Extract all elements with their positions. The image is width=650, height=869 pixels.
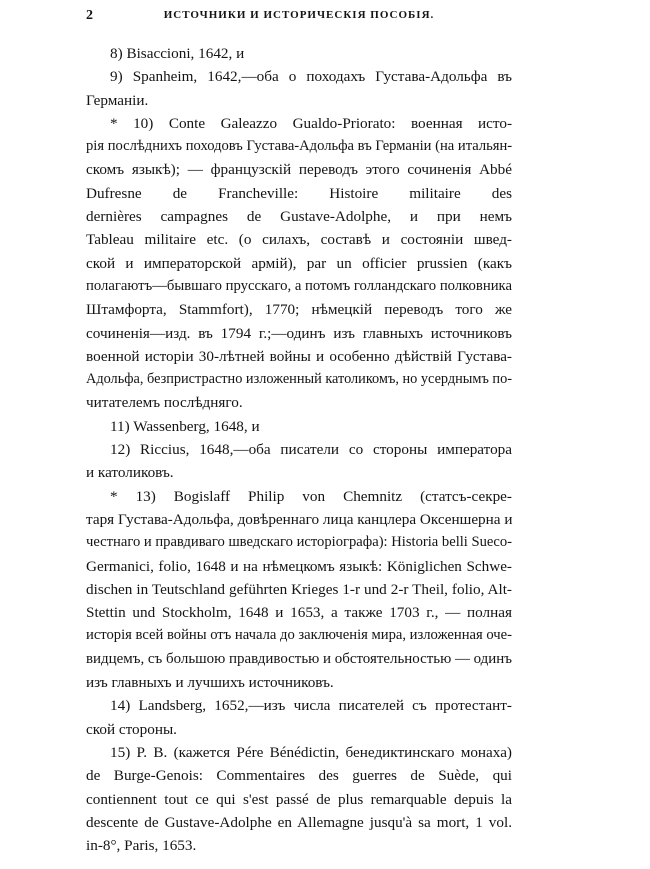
text-line: 12) Riccius, 1648,—оба писатели со стороны императора [110, 441, 512, 459]
text-line: видцемъ, съ большою правдивостью и обстоятельностью — одинъ [86, 650, 512, 667]
text-line: * 13) Bogislaff Philip von Chemnitz (статсъ-секре- [110, 487, 512, 505]
text-line: читателемъ послѣдняго. [86, 394, 243, 412]
page-number: 2 [86, 8, 93, 23]
text-line: dischen in Teutschland geführten Krieges 1-r und 2-r Theil, folio, Alt- [86, 580, 512, 598]
text-line: ской и императорской армій), par un officier prussien (какъ [86, 254, 512, 272]
text-line: военной исторіи 30-лѣтней войны и особенно дѣйствій Густава- [86, 347, 512, 365]
text-line: исторія всей войны отъ начала до заключенія мира, изложенная оче- [86, 627, 512, 644]
text-line: dernières campagnes de Gustave-Adolphe, и при немъ [86, 208, 512, 226]
text-line: in-8°, Paris, 1653. [86, 837, 197, 855]
text-line: descente de Gustave-Adolphe en Allemagne jusqu'à sa mort, 1 vol. [86, 813, 512, 831]
text-line: ской стороны. [86, 720, 177, 738]
text-line: таря Густава-Адольфа, довѣреннаго лица канцлера Оксеншерна и [86, 510, 513, 528]
text-line: Штамфорта, Stammfort), 1770; нѣмецкій переводъ того же [86, 301, 512, 319]
text-line: полагаютъ—бывшаго прусскаго, а потомъ голландскаго полковника [86, 277, 512, 294]
text-line: * 10) Conte Galeazzo Gualdo-Priorato: военная исто- [110, 114, 512, 132]
text-line: рія послѣднихъ походовъ Густава-Адольфа въ Германіи (на итальян- [86, 138, 513, 155]
running-title: ИСТОЧНИКИ И ИСТОРИЧЕСКІЯ ПОСОБІЯ. [163, 9, 435, 21]
text-line: de Burge-Genois: Commentaires des guerres de Suède, qui [86, 767, 512, 785]
text-line: изъ главныхъ и лучшихъ источниковъ. [86, 674, 334, 692]
text-line: сочиненія—изд. въ 1794 г.;—одинъ изъ главныхъ источниковъ [86, 324, 512, 342]
text-line: и католиковъ. [86, 464, 174, 482]
text-line: Stettin und Stockholm, 1648 и 1653, а также 1703 г., — полная [86, 604, 512, 622]
text-line: contiennent tout ce qui s'est passé de plus remarquable depuis la [86, 790, 512, 808]
text-line: Germanici, folio, 1648 и на нѣмецкомъ языкѣ: Königlichen Schwe- [86, 557, 512, 575]
text-line: 9) Spanheim, 1642,—оба о походахъ Густава-Адольфа въ [110, 68, 512, 86]
text-line: Германіи. [86, 91, 149, 109]
text-line: 15) P. B. (кажется Pére Bénédictin, бенедиктинскаго монаха) [110, 743, 512, 761]
page-body [86, 42, 512, 857]
text-line: 11) Wassenberg, 1648, и [110, 417, 260, 435]
page-header [86, 8, 512, 30]
text-line: Адольфа, безпристрастно изложенный католикомъ, но усерднымъ по- [86, 371, 512, 388]
text-line: Dufresne de Francheville: Histoire militaire des [86, 184, 512, 202]
text-line: 14) Landsberg, 1652,—изъ числа писателей съ протестант- [110, 697, 512, 715]
text-line: скомъ языкѣ); — французскій переводъ этого сочиненія Abbé [86, 161, 512, 179]
text-line: Tableau militaire etc. (о силахъ, составѣ и состояніи швед- [86, 231, 512, 249]
text-line: 8) Bisaccioni, 1642, и [110, 45, 245, 62]
text-line: честнаго и правдиваго шведскаго исторіографа): Historia belli Sueco- [86, 534, 513, 551]
